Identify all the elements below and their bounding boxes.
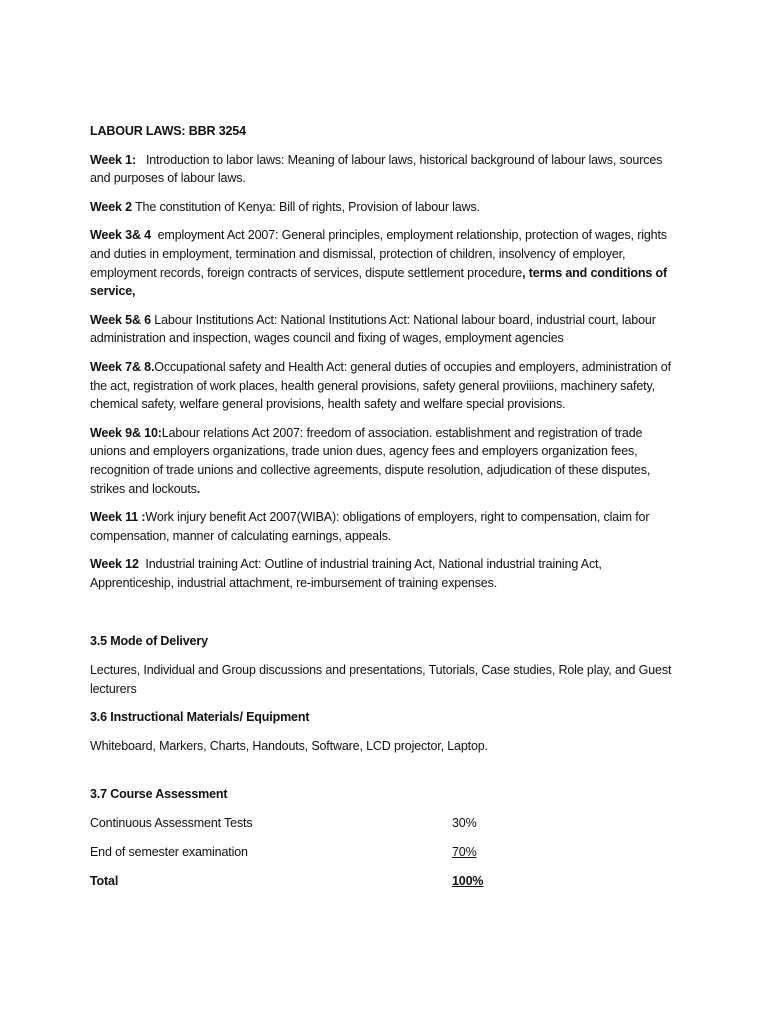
week-3-4-paragraph — [90, 226, 680, 300]
week-label: Week 5& 6 — [90, 312, 151, 327]
assessment-label: Continuous Assessment Tests — [90, 816, 253, 831]
assessment-heading: 3.7 Course Assessment — [90, 787, 228, 802]
assessment-row-total — [90, 872, 680, 891]
assessment-row-exam — [90, 843, 680, 862]
assessment-label: Total — [90, 874, 119, 889]
week-7-8-paragraph — [90, 358, 680, 414]
spacer — [90, 602, 680, 632]
week-label: Week 1: — [90, 152, 136, 167]
week-text: Work injury benefit Act 2007(WIBA): obligations of employers, right to compensation, claim for compensation, manner of calculating earnings, appeals. — [90, 510, 650, 543]
materials-heading: 3.6 Instructional Materials/ Equipment — [90, 710, 310, 725]
week-5-6-paragraph — [90, 311, 680, 348]
week-text-bold: . — [196, 481, 201, 496]
assessment-label: End of semester examination — [90, 845, 248, 860]
week-label: Week 9& 10: — [90, 425, 162, 440]
week-text-bold: , terms and conditions of service, — [90, 265, 667, 299]
week-11-paragraph — [90, 508, 680, 545]
week-label: Week 2 — [90, 199, 132, 214]
mode-of-delivery-heading: 3.5 Mode of Delivery — [90, 634, 208, 649]
week-text: employment Act 2007: General principles, employment relationship, protection of wages, rights and duties in employment, termination and dismissal, protection of children, insolvency of employer, employment records, foreign contracts of services, dispute settlement procedure — [90, 228, 667, 280]
assessment-value: 30% — [452, 816, 477, 831]
week-label: Week 7& 8. — [90, 359, 155, 374]
week-text: Introduction to labor laws: Meaning of labour laws, historical background of labour laws, sources and purposes of labour laws. — [90, 152, 663, 186]
week-label: Week 3& 4 — [90, 228, 151, 243]
assessment-value: 70% — [452, 845, 477, 860]
mode-of-delivery-text: Lectures, Individual and Group discussions and presentations, Tutorials, Case studies, Role play, and Guest lecturers — [90, 663, 672, 696]
week-2-paragraph — [90, 198, 680, 217]
week-text: Occupational safety and Health Act: general duties of occupies and employers, administration of the act, registration of work places, health general provisions, safety general proviiions, machinery safety, chemical safety, welfare general provisions, health safety and welfare special provisions. — [90, 359, 671, 412]
materials-text: Whiteboard, Markers, Charts, Handouts, Software, LCD projector, Laptop. — [90, 738, 488, 753]
week-text: Industrial training Act: Outline of industrial training Act, National industrial training Act, Apprenticeship, industrial attachment, re-imbursement of training expenses. — [90, 557, 602, 590]
spacer — [90, 765, 680, 785]
week-9-10-paragraph — [90, 424, 680, 498]
week-text: The constitution of Kenya: Bill of rights, Provision of labour laws. — [135, 199, 480, 214]
document-page — [90, 122, 680, 901]
week-text: Labour relations Act 2007: freedom of association. establishment and registration of trade unions and employers organizations, trade union dues, agency fees and employers organization fees, recognition of trade unions and collective agreements, dispute resolution, adjudication of these disputes, strikes and lockouts — [90, 425, 651, 496]
week-text: Labour Institutions Act: National Institutions Act: National labour board, industrial court, labour administration and inspection, wages council and fixing of wages, employment agencies — [90, 312, 656, 346]
assessment-row-cat — [90, 814, 680, 833]
week-1-paragraph — [90, 151, 680, 188]
week-label: Week 12 — [90, 557, 139, 572]
week-12-paragraph — [90, 555, 680, 592]
assessment-value: 100% — [452, 874, 484, 889]
course-title: LABOUR LAWS: BBR 3254 — [90, 124, 246, 138]
week-label: Week 11 : — [90, 510, 146, 525]
